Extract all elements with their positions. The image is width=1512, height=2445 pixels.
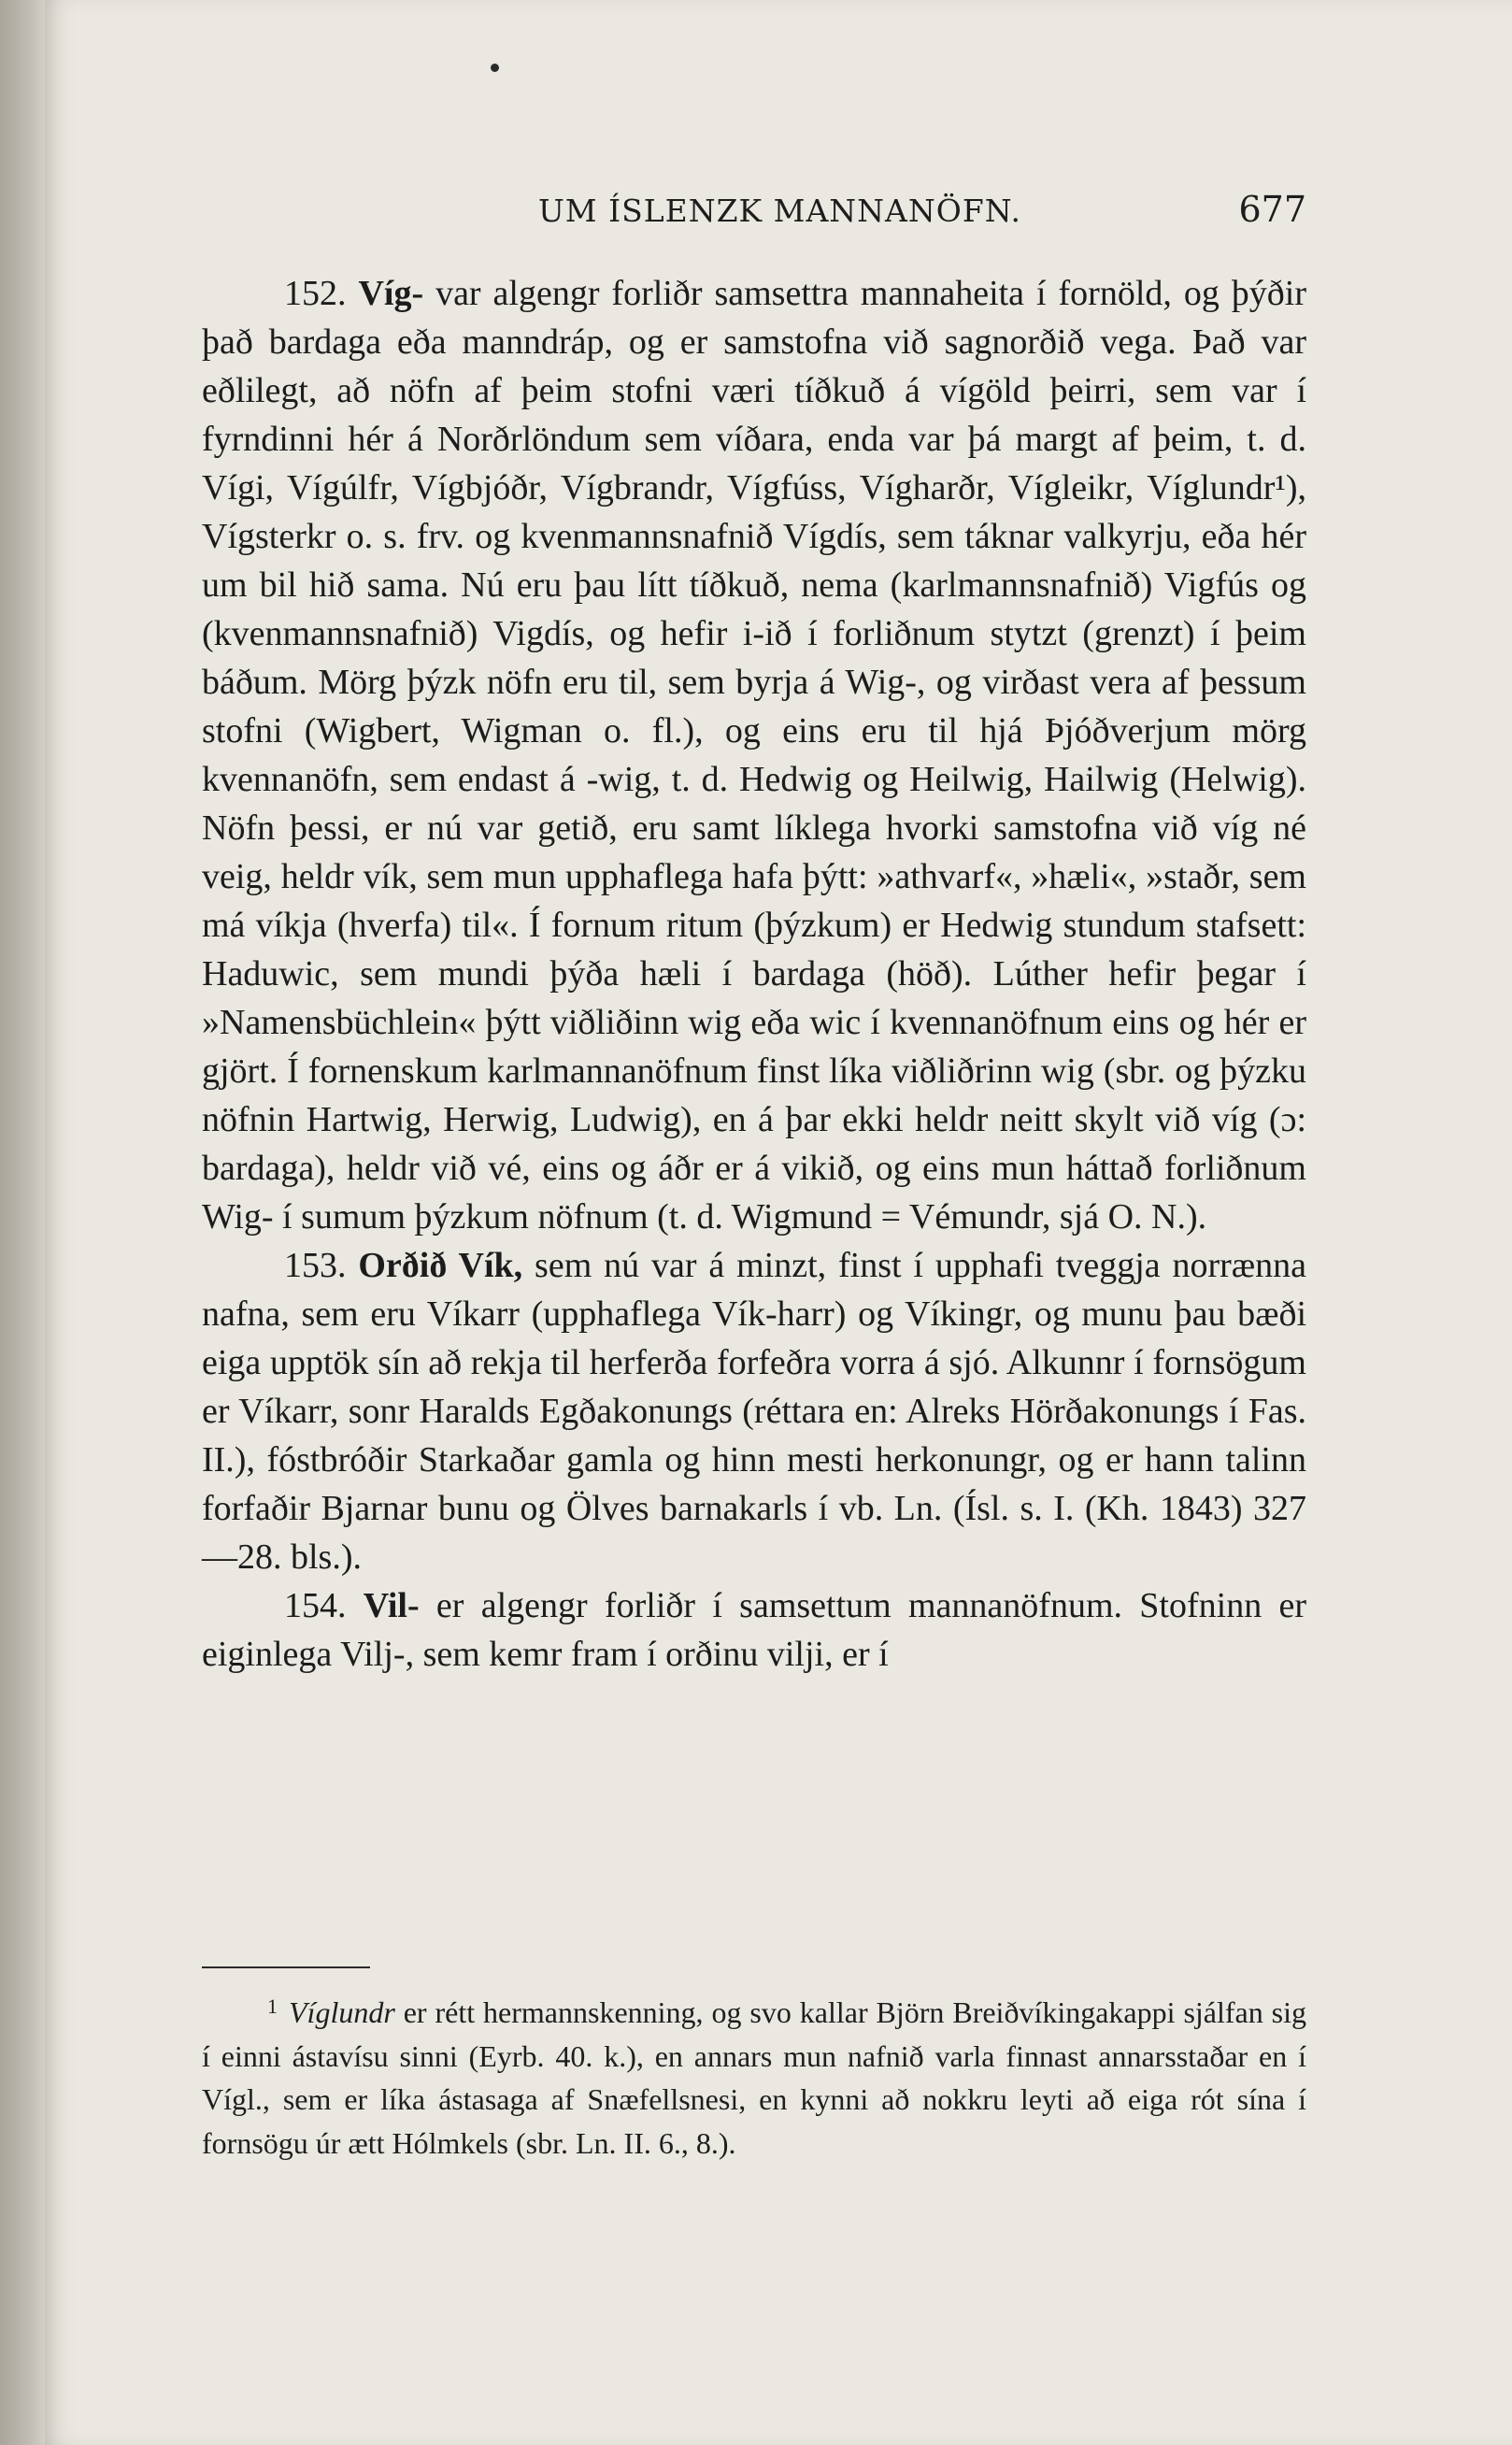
section-number: 154. — [284, 1586, 347, 1625]
section-headword: Vil- — [363, 1586, 420, 1625]
section-text: er algengr forliðr í samsettum mannanöfnum. Stofninn er eiginlega Vilj-, sem kemr fram í orðinu vilji, er í — [202, 1586, 1307, 1674]
section-154 — [202, 1581, 1306, 1679]
section-152 — [202, 269, 1306, 1241]
footnote-text: er rétt hermannskenning, og svo kallar Björn Breiðvíkingakappi sjálfan sig í einni ástavísu sinni (Eyrb. 40. k.), en annars mun nafnið varla finnast annarsstaðar en í Vígl., sem er líka ástasaga af Snæfellsnesi, en kynni að nokkru leyti að eiga rót sína í fornsögu úr ætt Hólmkels (sbr. Ln. II. 6., 8.). — [202, 1995, 1306, 2160]
section-text: sem nú var á minzt, finst í upphafi tveggja norrænna nafna, sem eru Víkarr (upphaflega Vík-harr) og Víkingr, og munu þau bæði eiga upptök sín að rekja til herferða forfeðra vorra á sjó. Alkunnr í fornsögum er Víkarr, sonr Haralds Egðakonungs (réttara en: Alreks Hörðakonungs í Fas. II.), fóstbróðir Starkaðar gamla og hinn mesti herkonungr, og er hann talinn forfaðir Bjarnar bunu og Ölves barnakarls í vb. Ln. (Ísl. s. I. (Kh. 1843) 327—28. bls.). — [202, 1246, 1307, 1577]
section-headword: Orðið Vík, — [358, 1246, 523, 1285]
section-headword: Víg- — [358, 274, 424, 313]
page-header — [202, 187, 1306, 239]
footnote-rule — [202, 1966, 370, 1968]
book-gutter — [0, 0, 45, 2445]
ink-speck — [491, 64, 499, 72]
section-153 — [202, 1241, 1306, 1581]
footnote-paragraph — [202, 1985, 1306, 2165]
section-number: 152. — [284, 274, 347, 313]
footnote — [202, 1985, 1306, 2165]
footnote-term: Víglundr — [289, 1995, 395, 2029]
section-text: var algengr forliðr samsettra mannaheita í fornöld, og þýðir það bardaga eða manndráp, og er samstofna við sagnorðið vega. Það var eðlilegt, að nöfn af þeim stofni væri tíðkuð á vígöld þeirri, sem var í fyrndinni hér á Norðrlöndum sem víðara, enda var þá margt af þeim, t. d. Vígi, Vígúlfr, Vígbjóðr, Vígbrandr, Vígfúss, Vígharðr, Vígleikr, Víglundr¹), Vígsterkr o. s. frv. og kvenmannsnafnið Vígdís, sem táknar valkyrju, eða hér um bil hið sama. Nú eru þau lítt tíðkuð, nema (karlmannsnafnið) Vigfús og (kvenmannsnafnið) Vigdís, og hefir i-ið í forliðnum stytzt (grenzt) í þeim báðum. Mörg þýzk nöfn eru til, sem byrja á Wig-, og virðast vera af þessum stofni (Wigbert, Wigman o. fl.), og eins eru til hjá Þjóðverjum mörg kvennanöfn, sem endast á -wig, t. d. Hedwig og Heilwig, Hailwig (Helwig). Nöfn þessi, er nú var getið, eru samt líklega hvorki samstofna við víg né veig, heldr vík, sem mun upphaflega hafa þýtt: »athvarf«, »hæli«, »staðr, sem má víkja (hverfa) til«. Í fornum ritum (þýzkum) er Hedwig stundum stafsett: Haduwic, sem mundi þýða hæli í bardaga (höð). Lúther hefir þegar í »Namensbüchlein« þýtt viðliðinn wig eða wic í kvennanöfnum eins og hér er gjört. Í fornenskum karlmannanöfnum finst líka viðliðrinn wig (sbr. og þýzku nöfnin Hartwig, Herwig, Ludwig), en á þar ekki heldr neitt skylt við víg (ɔ: bardaga), heldr við vé, eins og áðr er á vikið, og eins mun háttað forliðnum Wig- í sumum þýzkum nöfnum (t. d. Wigmund = Vémundr, sjá O. N.). — [202, 274, 1306, 1237]
section-number: 153. — [284, 1246, 347, 1285]
footnote-marker: 1 — [267, 1995, 278, 2018]
page-number: 677 — [1238, 189, 1306, 230]
main-text — [202, 269, 1306, 1679]
running-title: UM ÍSLENZK MANNANÖFN. — [538, 193, 1021, 229]
